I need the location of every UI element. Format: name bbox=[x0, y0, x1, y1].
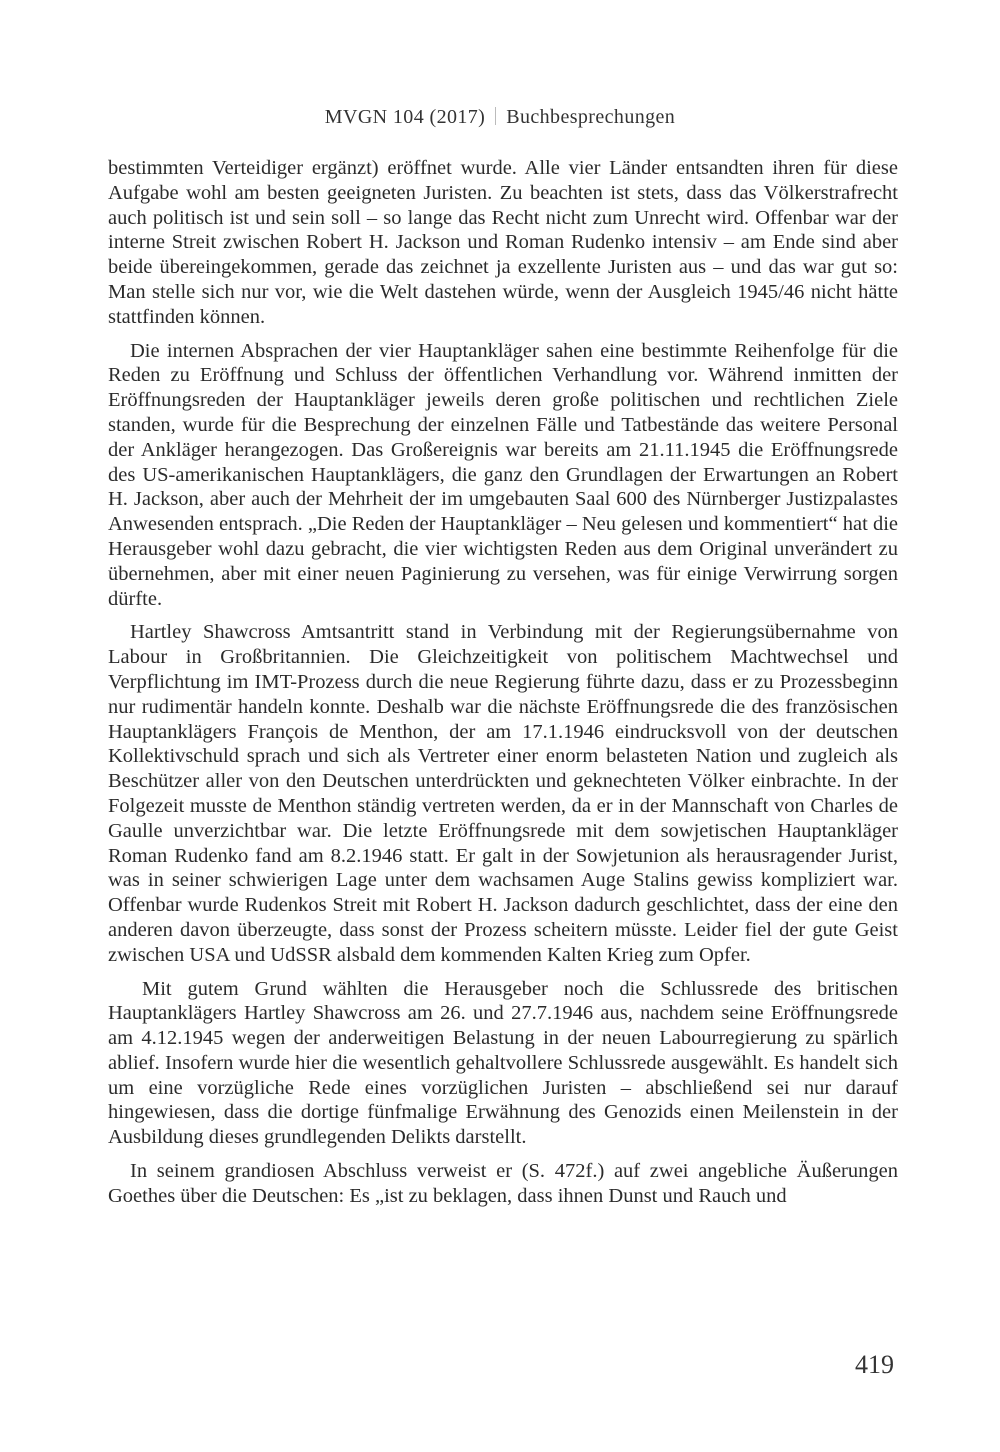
paragraph: Mit gutem Grund wählten die Herausgeber noch die Schlussrede des britischen Hauptanklägers Hartley Shawcross am 26. und 27.7.1946 aus, nachdem seine Eröffnungsrede am 4.12.1945 wegen der anderweitigen Belastung in der neuen Labourregierung zu spärlich ablief. Insofern wurde hier die wesentlich gehaltvollere Schlussrede ausgewählt. Es handelt sich um eine vorzügliche Rede eines vorzüglichen Juristen – abschließend sei nur darauf hingewiesen, dass die dortige fünfmalige Erwähnung des Genozids einen Meilenstein in der Ausbildung dieses grundlegenden Delikts darstellt. bbox=[108, 977, 898, 1149]
paragraph-continuation: bestimmten Verteidiger ergänzt) eröffnet wurde. Alle vier Länder entsandten ihren für diese Aufgabe wohl am besten geeigneten Juristen. Zu beachten ist stets, dass das Völkerstrafrecht auch politisch ist und sein soll – so lange das Recht nicht zum Unrecht wird. Offenbar war der interne Streit zwischen Robert H. Jackson und Roman Rudenko intensiv – am Ende sind aber beide übereingekommen, gerade das zeichnet ja exzellente Juristen aus – und das war gut so: Man stelle sich nur vor, wie die Welt dastehen würde, wenn der Ausgleich 1945/46 nicht hätte stattfinden können. bbox=[108, 157, 898, 328]
running-head bbox=[0, 106, 1000, 129]
paragraph: Die internen Absprachen der vier Hauptankläger sahen eine bestimmte Reihenfolge für die Reden zu Eröffnung und Schluss der öffentlichen Verhandlung vor. Während inmitten der Eröffnungsreden der Hauptankläger jeweils deren große politischen und rechtlichen Ziele standen, wurde für die Besprechung der einzelnen Fälle und Tatbestände das weitere Personal der Ankläger herangezogen. Das Großereignis war bereits am 21.11.1945 die Eröffnungsrede des US-amerikanischen Hauptanklägers, die ganz den Grundlagen der Erwartungen an Robert H. Jackson, aber auch der Mehrheit der im umgebauten Saal 600 des Nürnberger Justizpalastes Anwesenden entsprach. „Die Reden der Hauptankläger – Neu gelesen und kommentiert“ hat die Herausgeber wohl dazu gebracht, die vier wichtigsten Reden aus dem Original unverändert zu übernehmen, aber mit einer neuen Paginierung zu versehen, was für einige Verwirrung sorgen dürfte. bbox=[108, 339, 898, 610]
body-text bbox=[108, 156, 898, 1209]
page-number: 419 bbox=[855, 1350, 894, 1379]
journal-reference: MVGN 104 (2017) bbox=[324, 106, 486, 128]
paragraph: In seinem grandiosen Abschluss verweist er (S. 472f.) auf zwei angebliche Äußerungen Goethes über die Deutschen: Es „ist zu beklagen, dass ihnen Dunst und Rauch und bbox=[108, 1160, 898, 1207]
paragraph: Hartley Shawcross Amtsantritt stand in Verbindung mit der Regierungsübernahme von Labour in Großbritannien. Die Gleichzeitigkeit von politischem Machtwechsel und Verpflichtung im IMT-Prozess durch die neue Regierung führte dazu, dass er zu Prozessbeginn nur rudimentär handeln konnte. Deshalb war die nächste Eröffnungsrede die des französischen Hauptanklägers François de Menthon, der am 17.1.1946 eindrucksvoll von der deutschen Kollektivschuld sprach und sich als Vertreter einer enorm belasteten Nation und zugleich als Beschützer aller von den Deutschen unterdrückten und geknechteten Völker einbrachte. In der Folgezeit musste de Menthon ständig vertreten werden, da er in der Mannschaft von Charles de Gaulle unverzichtbar war. Die letzte Eröffnungsrede mit dem sowjetischen Hauptankläger Roman Rudenko fand am 8.2.1946 statt. Er galt in der Sowjetunion als herausragender Jurist, was in seiner schwierigen Lage unter dem wachsamen Auge Stalins gewiss kompliziert war. Offenbar wurde Rudenkos Streit mit Robert H. Jackson dadurch geschlichtet, dass der eine den anderen davon überzeugte, dass sonst der Prozess scheitern müsste. Leider fiel der gute Geist zwischen USA und UdSSR alsbald dem kommenden Kalten Krieg zum Opfer. bbox=[108, 621, 898, 966]
section-title: Buchbesprechungen bbox=[506, 106, 676, 128]
header-separator bbox=[495, 107, 496, 125]
